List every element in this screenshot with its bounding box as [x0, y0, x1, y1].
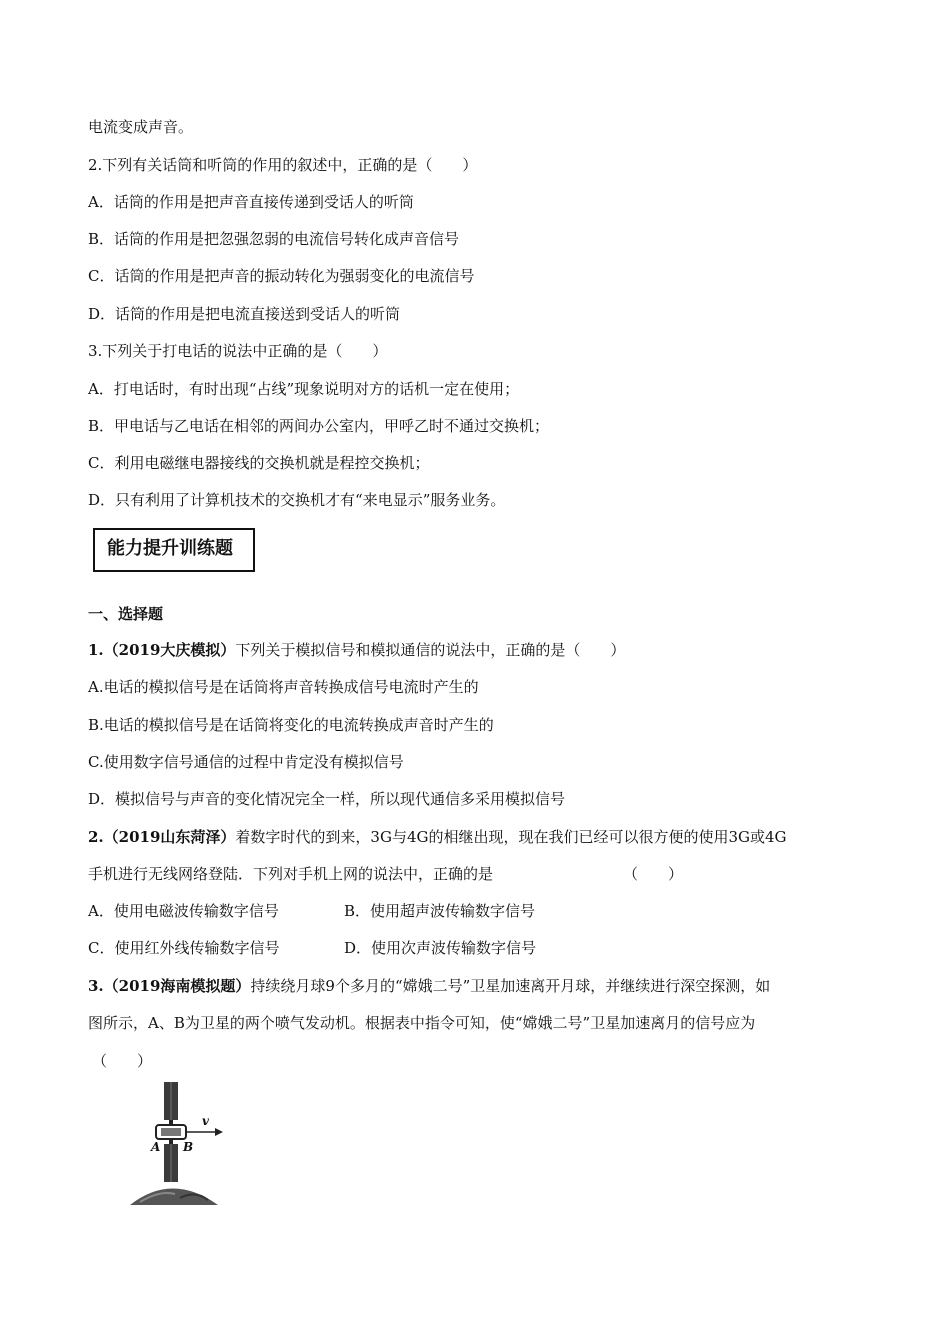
question-3-option-d: D．只有利用了计算机技术的交换机才有“来电显示”服务业务。 [88, 491, 506, 509]
practice-1-stem [88, 640, 625, 660]
question-3-option-b: B．甲电话与乙电话在相邻的两间办公室内，甲呼乙时不通过交换机； [88, 417, 550, 435]
practice-2-option-c: C．使用红外线传输数字信号 [88, 939, 280, 957]
practice-2-text2: 手机进行无线网络登陆．下列对手机上网的说法中，正确的是 [88, 865, 494, 883]
practice-2-option-a: A．使用电磁波传输数字信号 [88, 902, 279, 920]
practice-1-option-a: A.电话的模拟信号是在话筒将声音转换成信号电流时产生的 [88, 678, 479, 696]
question-2-option-b: B．话筒的作用是把忽强忽弱的电流信号转化成声音信号 [88, 230, 460, 248]
question-2-option-c: C．话筒的作用是把声音的振动转化为强弱变化的电流信号 [88, 267, 475, 285]
practice-2-text: 着数字时代的到来，3G与4G的相继出现，现在我们已经可以很方便的使用3G或4G [235, 828, 787, 846]
practice-3-source: 3.（2019海南模拟题） [88, 977, 251, 995]
practice-1-option-b: B.电话的模拟信号是在话筒将变化的电流转换成声音时产生的 [88, 716, 494, 734]
question-3-option-c: C．利用电磁继电器接线的交换机就是程控交换机； [88, 454, 430, 472]
section-title: 能力提升训练题 [107, 538, 233, 559]
part-heading: 一、选择题 [88, 605, 164, 623]
practice-3-stem-line1 [88, 976, 770, 996]
practice-1-source: 1.（2019大庆模拟） [88, 641, 236, 659]
satellite-figure [120, 1080, 230, 1205]
practice-1-option-c: C.使用数字信号通信的过程中肯定没有模拟信号 [88, 753, 404, 771]
section-title-box [93, 528, 255, 572]
question-2-option-d: D．话筒的作用是把电流直接送到受话人的听筒 [88, 305, 401, 323]
velocity-label: v [202, 1114, 209, 1128]
practice-3-text: 持续绕月球9个多月的“嫦娥二号”卫星加速离开月球，并继续进行深空探测，如 [250, 977, 771, 995]
question-3-option-a: A．打电话时，有时出现“占线”现象说明对方的话机一定在使用； [88, 380, 520, 398]
practice-2-options-row1 [88, 901, 279, 921]
question-2-stem: 2.下列有关话筒和听筒的作用的叙述中，正确的是（ ） [88, 156, 478, 174]
question-2-option-a: A．话筒的作用是把声音直接传递到受话人的听筒 [88, 193, 414, 211]
practice-2-stem-line2 [88, 864, 684, 884]
satellite-illustration [120, 1080, 230, 1205]
practice-3-stem-line2: 图所示，A、B为卫星的两个喷气发动机。根据表中指令可知，使“嫦娥二号”卫星加速离月的信号应为 [88, 1014, 756, 1032]
text-line: 电流变成声音。 [88, 118, 194, 136]
practice-2-option-b: B．使用超声波传输数字信号 [344, 902, 536, 920]
practice-1-text: 下列关于模拟信号和模拟通信的说法中，正确的是（ ） [235, 641, 626, 659]
practice-3-paren: （ ） [92, 1052, 153, 1070]
practice-2-option-d: D．使用次声波传输数字信号 [344, 939, 537, 957]
question-3-stem: 3.下列关于打电话的说法中正确的是（ ） [88, 342, 388, 360]
practice-2-paren: （ ） [623, 865, 684, 883]
practice-1-option-d: D．模拟信号与声音的变化情况完全一样，所以现代通信多采用模拟信号 [88, 790, 566, 808]
practice-2-stem-line1 [88, 827, 787, 847]
engine-a-label: A [151, 1140, 161, 1154]
practice-2-source: 2.（2019山东菏泽） [88, 828, 236, 846]
engine-b-label: B [183, 1140, 194, 1154]
